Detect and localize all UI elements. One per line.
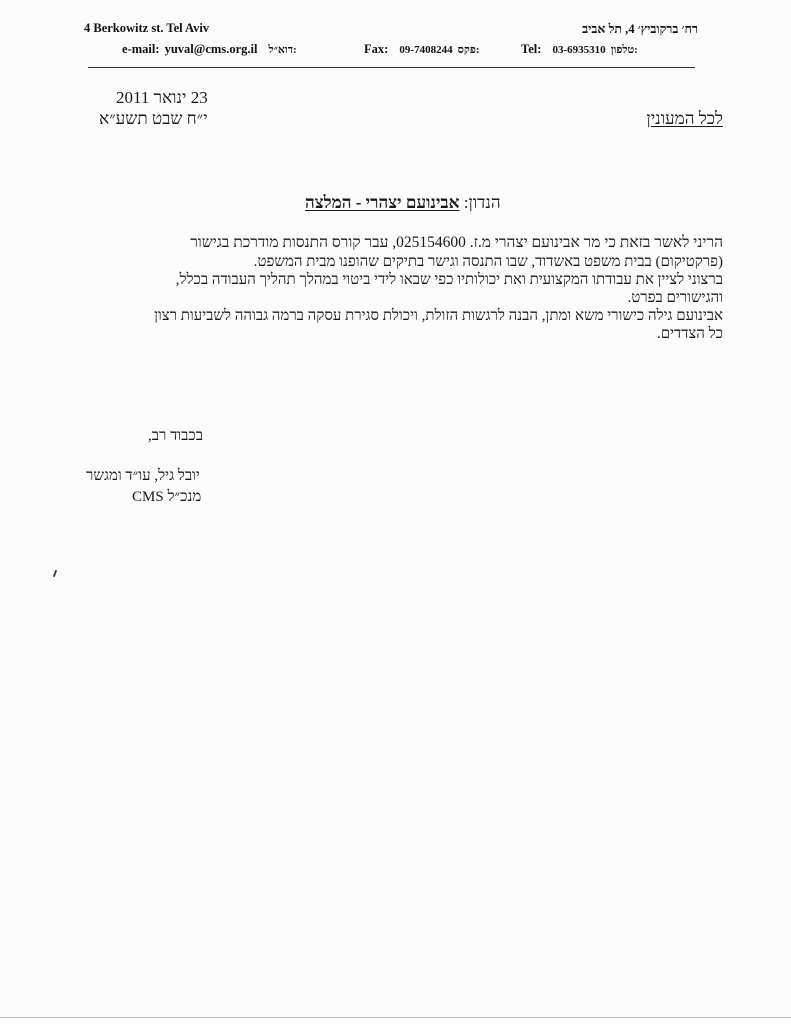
subject-line [305,193,501,213]
signature-title: מנכ״ל CMS [132,489,202,505]
email-address[interactable]: yuval@cms.org.il [164,42,258,56]
fax-number: 09-7408244 [399,44,453,56]
body-line: כל הצדדים. [656,325,723,342]
email-label: e-mail: [122,42,160,56]
date-gregorian: 23 ינואר 2011 [116,88,208,107]
letterhead-divider [88,67,695,68]
body-line: הריני לאשר בזאת כי מר אבינועם יצהרי מ.ז. 025154600, עבר קורס התנסות מודרכת בגישור [190,234,723,251]
body-line: ברצוני לציין את עבודתו המקצועית ואת יכולותיו כפי שבאו לידי ביטוי במהלך תהליך העבודה בכלל, [175,271,723,288]
page-bottom-edge [0,1017,791,1018]
tel-block [521,38,638,57]
subject-label: הנדון: [463,193,501,212]
tel-number: 03-6935310 [552,44,606,56]
tel-label-hebrew: טלפון: [610,44,638,56]
subject-text: אבינועם יצהרי - המלצה [305,193,460,212]
scan-speck [53,570,57,577]
recipient [646,109,723,129]
fax-block [364,38,479,57]
letter-body [83,234,723,343]
date-hebrew: י״ח שבט תשע״א [99,109,208,128]
body-line: והגישורים בפרט. [627,289,723,306]
body-line: (פרקטיקום) בבית משפט באשדוד, שבו התנסה וגישר בתיקים שהופנו מבית המשפט. [253,253,723,270]
address-hebrew: רח׳ ברקוביץ׳ 4, תל אביב [582,22,698,36]
recipient-text: לכל המעונין [646,109,723,128]
email-label-hebrew: דוא״ל: [268,44,297,56]
body-line: אבינועם גילה כישורי משא ומתן, הבנה לרגשות הזולת, ויכולת סגירת עסקה ברמה גבוהה לשביעות רצון [154,307,723,324]
email-block [122,38,297,57]
fax-label-hebrew: פקס: [457,44,480,56]
closing: בכבוד רב, [148,428,203,444]
address-english: 4 Berkowitz st. Tel Aviv [84,21,210,35]
tel-label: Tel: [521,42,542,56]
signature-name: יובל גיל, עו״ד ומגשר [86,468,200,484]
fax-label: Fax: [364,42,389,56]
